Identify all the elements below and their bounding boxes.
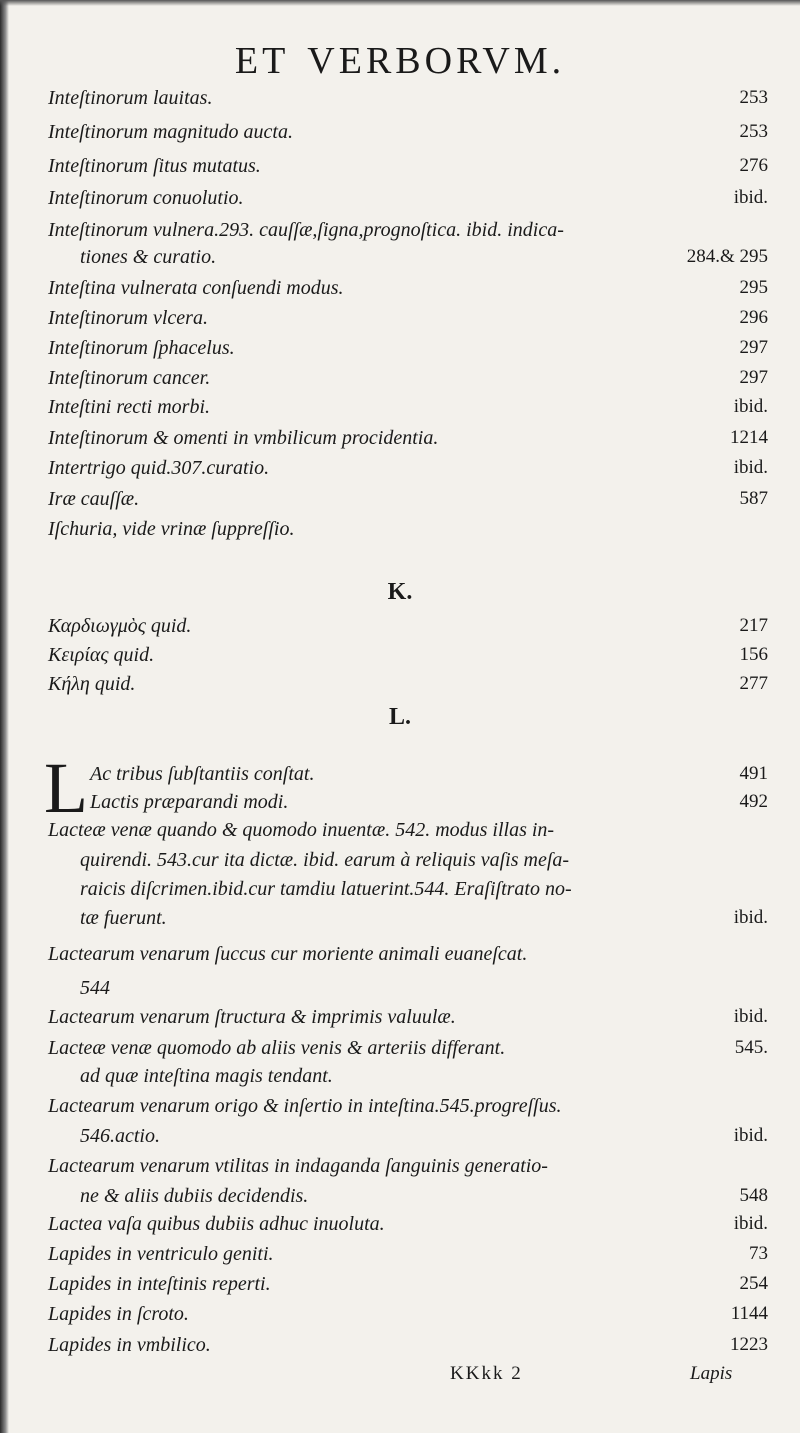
section-heading-l: L. [388, 704, 411, 730]
entry-page: 156 [739, 644, 768, 665]
signature-mark: KKkk 2 [450, 1363, 523, 1384]
entry-text: Κήλη quid. [48, 673, 136, 695]
entry-page: 587 [739, 488, 768, 509]
entry-text: Καρδιωγμὸς quid. [48, 615, 192, 637]
index-entry [48, 1212, 768, 1236]
entry-text: Lacteæ venæ quomodo ab aliis venis & arteriis differant. [48, 1037, 506, 1059]
entry-page: 1223 [730, 1334, 768, 1355]
index-entry [48, 1094, 768, 1118]
index-entry [48, 426, 768, 450]
entry-page: 73 [749, 1243, 768, 1264]
entry-text: Κειρίας quid. [48, 644, 155, 666]
entry-text: Iſchuria, vide vrinæ ſuppreſſio. [48, 518, 295, 540]
index-entry-continuation [80, 1124, 768, 1148]
entry-page: 548 [739, 1185, 768, 1206]
entry-text: Lactearum venarum vtilitas in indaganda ſanguinis generatio- [48, 1155, 548, 1177]
index-entry [48, 643, 768, 667]
entry-text: Inteſtinorum ſphacelus. [48, 337, 235, 359]
index-entry [48, 154, 768, 178]
entry-text: Inteſtinorum lauitas. [48, 87, 213, 109]
index-entry [48, 86, 768, 110]
index-entry [48, 1272, 768, 1296]
entry-text: Inteſtinorum cancer. [48, 367, 211, 389]
entry-text: Lapides in ſcroto. [48, 1303, 189, 1325]
index-entry [48, 1302, 768, 1326]
index-entry-continuation [80, 906, 768, 930]
entry-page: 1144 [730, 1303, 768, 1324]
entry-text: Inteſtinorum magnitudo aucta. [48, 121, 293, 143]
index-entry [48, 942, 768, 966]
entry-text: Lactea vaſa quibus dubiis adhuc inuoluta. [48, 1213, 385, 1235]
entry-text: Inteſtinorum conuolutio. [48, 187, 244, 209]
entry-page: 296 [739, 307, 768, 328]
entry-text: Inteſtini recti morbi. [48, 396, 211, 418]
entry-text: Lactearum venarum ſuccus cur moriente animali euaneſcat. [48, 943, 528, 965]
entry-text: raicis diſcrimen.ibid.cur tamdiu latuerint.544. Eraſiſtrato no- [80, 878, 572, 900]
entry-page: ibid. [733, 1125, 768, 1146]
entry-text: tæ fuerunt. [80, 907, 167, 929]
index-entry [48, 395, 768, 419]
index-entry [48, 1036, 768, 1060]
entry-page: 284.& 295 [686, 246, 768, 267]
index-entry [90, 762, 768, 786]
entry-page: 253 [739, 87, 768, 108]
index-entry [48, 276, 768, 300]
entry-page: 545. [734, 1037, 768, 1058]
index-entry [48, 672, 768, 696]
running-head-word-2: VERBORVM. [307, 40, 566, 82]
entry-page: 491 [739, 763, 768, 784]
entry-text: Ac tribus ſubſtantiis conſtat. [90, 763, 315, 785]
entry-page: 253 [739, 121, 768, 142]
entry-text: Inteſtina vulnerata conſuendi modus. [48, 277, 344, 299]
entry-text: ad quæ inteſtina magis tendant. [80, 1065, 333, 1087]
entry-text: Inteſtinorum vulnera.293. cauſſæ,ſigna,prognoſtica. ibid. indica- [48, 219, 564, 241]
entry-page: 295 [739, 277, 768, 298]
entry-page: ibid. [733, 187, 768, 208]
index-entry-continuation [80, 245, 768, 269]
entry-page: 297 [739, 367, 768, 388]
index-entry [48, 366, 768, 390]
index-entry-continuation [80, 877, 768, 901]
index-entry [48, 1154, 768, 1178]
index-entry [48, 1333, 768, 1357]
entry-page: ibid. [733, 457, 768, 478]
index-entry [48, 186, 768, 210]
index-entry-continuation [80, 1064, 768, 1088]
entry-text: Inteſtinorum & omenti in vmbilicum procidentia. [48, 427, 439, 449]
entry-text: Lapides in ventriculo geniti. [48, 1243, 274, 1265]
index-entry [48, 306, 768, 330]
index-entry [48, 487, 768, 511]
entry-text: Lapides in inteſtinis reperti. [48, 1273, 271, 1295]
index-entry [48, 456, 768, 480]
entry-text: tiones & curatio. [80, 246, 217, 268]
entry-page: ibid. [733, 907, 768, 928]
entry-text: 544 [80, 977, 110, 999]
entry-page: 492 [739, 791, 768, 812]
index-entry [48, 517, 768, 541]
entry-page: ibid. [733, 396, 768, 417]
page-top-shadow [0, 0, 800, 6]
entry-page: 276 [739, 155, 768, 176]
entry-page: ibid. [733, 1006, 768, 1027]
running-head [0, 38, 800, 84]
drop-capital: L [44, 748, 88, 828]
entry-text: Lactis præparandi modi. [90, 791, 289, 813]
index-entry [48, 218, 768, 242]
section-heading-k: K. [387, 579, 413, 605]
entry-text: Lapides in vmbilico. [48, 1334, 211, 1356]
entry-text: 546.actio. [80, 1125, 160, 1147]
entry-text: Lactearum venarum ſtructura & imprimis valuulæ. [48, 1006, 456, 1028]
index-entry [48, 818, 768, 842]
entry-page: 277 [739, 673, 768, 694]
index-entry [48, 336, 768, 360]
index-entry [48, 1005, 768, 1029]
entry-page: 217 [739, 615, 768, 636]
running-head-word-1: ET [234, 40, 290, 82]
index-entry [48, 120, 768, 144]
entry-text: Lactearum venarum origo & inſertio in inteſtina.545.progreſſus. [48, 1095, 562, 1117]
index-entry-continuation [80, 848, 768, 872]
entry-page: 297 [739, 337, 768, 358]
entry-text: Lacteæ venæ quando & quomodo inuentæ. 542. modus illas in- [48, 819, 555, 841]
entry-text: Intertrigo quid.307.curatio. [48, 457, 270, 479]
entry-page: 254 [739, 1273, 768, 1294]
entry-text: Inteſtinorum ſitus mutatus. [48, 155, 261, 177]
entry-text: Inteſtinorum vlcera. [48, 307, 208, 329]
index-entry [48, 614, 768, 638]
entry-text: Iræ cauſſæ. [48, 488, 140, 510]
entry-page: ibid. [733, 1213, 768, 1234]
index-entry [48, 1242, 768, 1266]
entry-text: quirendi. 543.cur ita dictæ. ibid. earum à reliquis vaſis meſa- [80, 849, 570, 871]
entry-page: 1214 [730, 427, 768, 448]
index-entry-continuation [80, 976, 768, 1000]
catchword: Lapis [690, 1363, 733, 1384]
entry-text: ne & aliis dubiis decidendis. [80, 1185, 309, 1207]
index-entry-continuation [80, 1184, 768, 1208]
index-entry [90, 790, 768, 814]
